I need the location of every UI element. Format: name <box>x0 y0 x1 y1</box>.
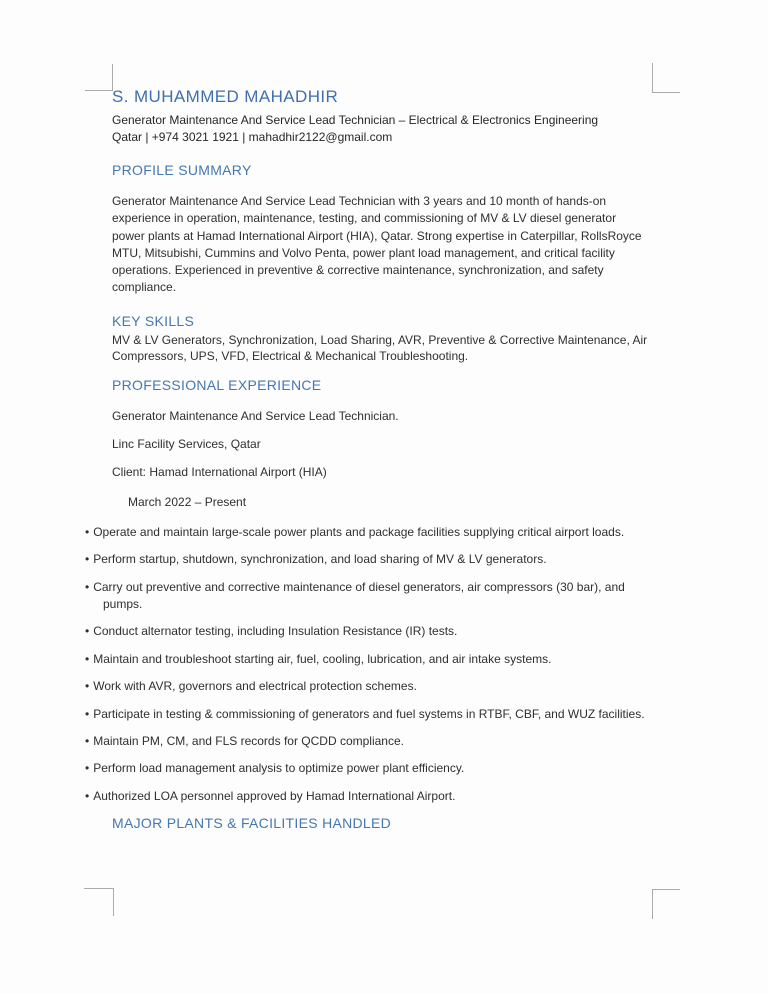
experience-bullet-item: • Authorized LOA personnel approved by Hamad International Airport. <box>85 788 655 805</box>
experience-job-title: Generator Maintenance And Service Lead Technician. <box>112 408 399 423</box>
experience-period: March 2022 – Present <box>128 494 247 509</box>
experience-bullet-item: • Maintain PM, CM, and FLS records for QCDD compliance. <box>85 733 655 750</box>
experience-company: Linc Facility Services, Qatar <box>112 436 261 451</box>
experience-bullet-list <box>85 524 655 805</box>
experience-bullet-item: • Perform load management analysis to optimize power plant efficiency. <box>85 760 655 777</box>
experience-bullet-item: • Carry out preventive and corrective maintenance of diesel generators, air compressors (30 bar), and pumps. <box>85 579 655 614</box>
candidate-title-line: Generator Maintenance And Service Lead Technician – Electrical & Electronics Engineering <box>112 113 599 127</box>
section-heading-major-plants: MAJOR PLANTS & FACILITIES HANDLED <box>112 815 392 832</box>
section-heading-profile-summary: PROFILE SUMMARY <box>112 162 252 178</box>
crop-mark-top-left <box>85 64 113 91</box>
candidate-name: S. MUHAMMED MAHADHIR <box>112 87 339 106</box>
section-heading-professional-experience: PROFESSIONAL EXPERIENCE <box>112 376 322 393</box>
candidate-contact-line: Qatar | +974 3021 1921 | mahadhir2122@gmail.com <box>112 129 393 144</box>
experience-client: Client: Hamad International Airport (HIA) <box>112 464 327 479</box>
experience-bullet-item: • Conduct alternator testing, including Insulation Resistance (IR) tests. <box>85 623 655 640</box>
experience-bullet-item: • Maintain and troubleshoot starting air, fuel, cooling, lubrication, and air intake systems. <box>85 651 655 668</box>
crop-mark-bottom-left <box>84 888 114 916</box>
key-skills-text: MV & LV Generators, Synchronization, Load Sharing, AVR, Preventive & Corrective Maintenance, Air Compressors, UPS, VFD, Electrical & Mechanical Troubleshooting. <box>112 332 648 364</box>
experience-bullet-item: • Operate and maintain large-scale power plants and package facilities supplying critical airport loads. <box>85 524 655 541</box>
resume-content <box>93 86 650 832</box>
crop-mark-bottom-right <box>652 889 680 919</box>
section-heading-key-skills: KEY SKILLS <box>112 312 195 329</box>
crop-mark-top-right <box>652 63 680 93</box>
experience-bullet-item: • Perform startup, shutdown, synchronization, and load sharing of MV & LV generators. <box>85 551 655 568</box>
profile-summary-text: Generator Maintenance And Service Lead Technician with 3 years and 10 month of hands-on experience in operation, maintenance, testing, and commissioning of MV & LV diesel generator power plants at Hamad International Airport (HIA), Qatar. Strong expertise in Caterpillar, RollsRoyce MTU, Mitsubishi, Cummins and Volvo Penta, power plant load management, and critical facility operations. Experienced in preventive & corrective maintenance, synchronization, and safety compliance. <box>112 194 642 295</box>
experience-bullet-item: • Participate in testing & commissioning of generators and fuel systems in RTBF, CBF, and WUZ facilities. <box>85 706 655 723</box>
experience-bullet-item: • Work with AVR, governors and electrical protection schemes. <box>85 678 655 695</box>
